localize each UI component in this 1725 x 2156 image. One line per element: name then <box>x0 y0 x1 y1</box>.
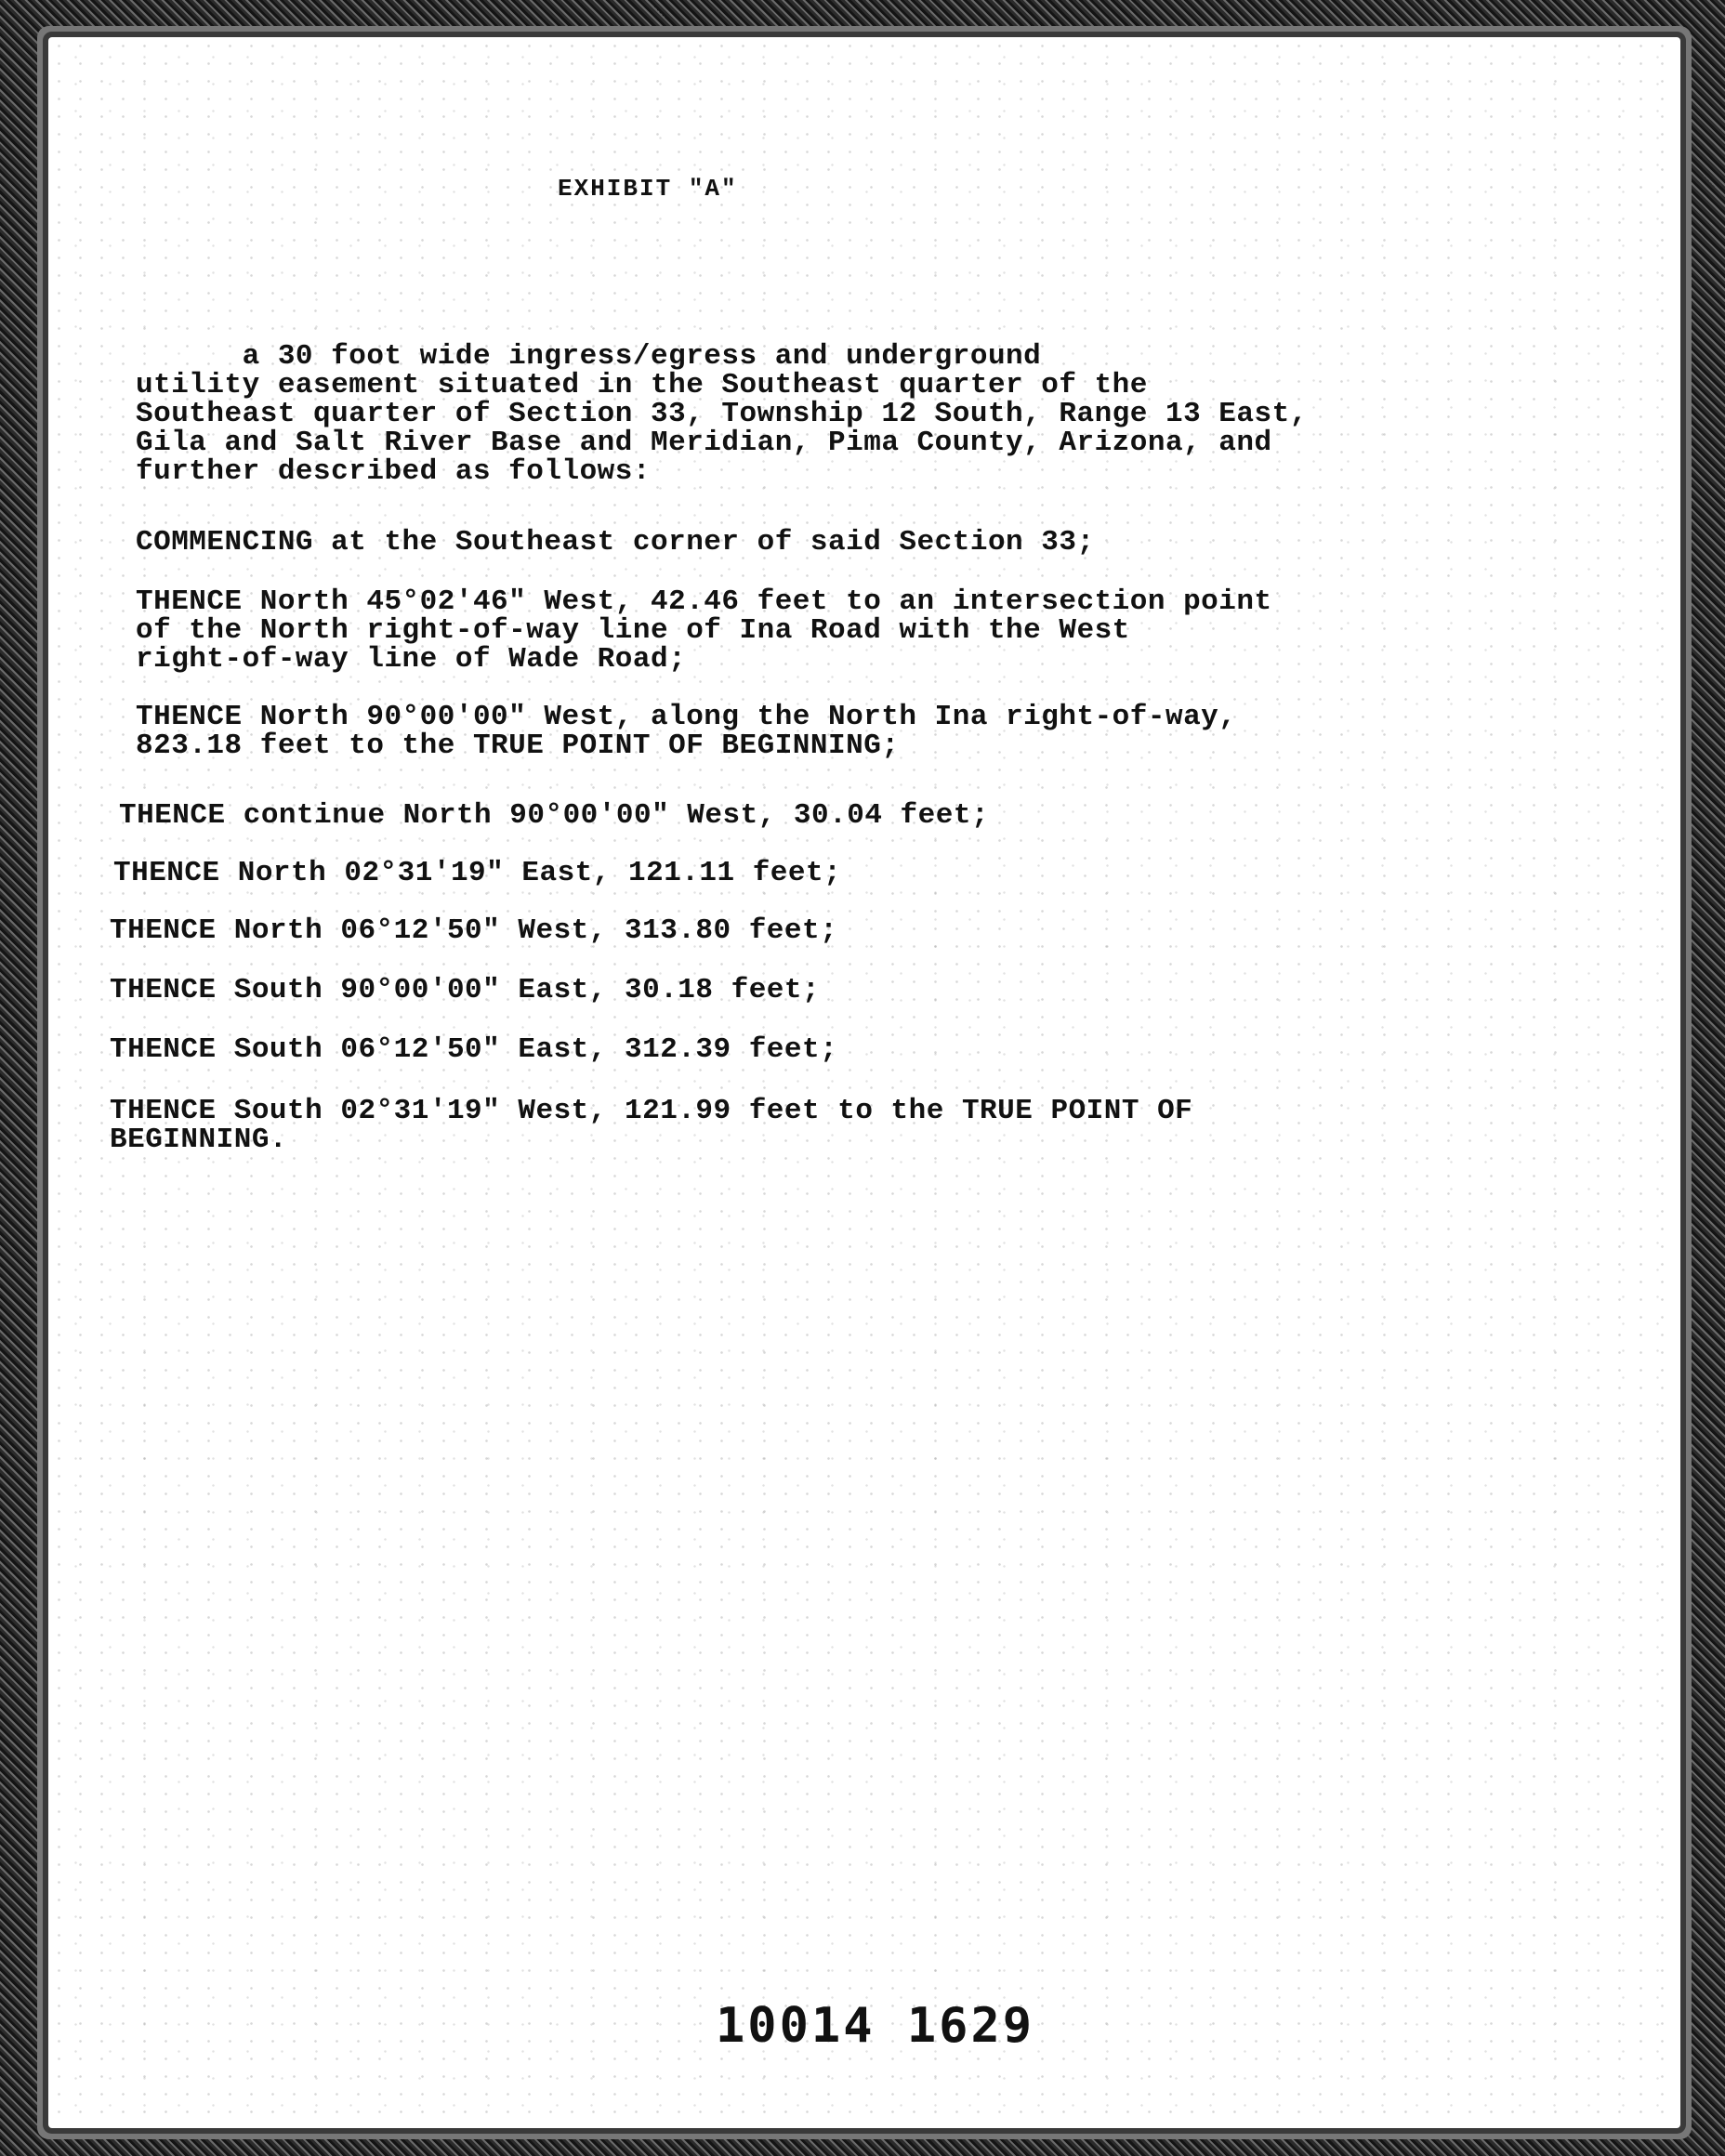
course-paragraph: THENCE North 90°00'00" West, along the North Ina right-of-way, 823.18 feet to the TRUE POINT OF BEGINNING; <box>136 701 1237 762</box>
page-number: 10014 1629 <box>716 1998 1035 2054</box>
course-paragraph: THENCE continue North 90°00'00" West, 30.04 feet; <box>119 799 990 832</box>
course-paragraph: THENCE South 90°00'00" East, 30.18 feet; <box>110 974 821 1006</box>
course-paragraph: THENCE South 02°31'19" West, 121.99 feet to the TRUE POINT OF BEGINNING. <box>110 1095 1193 1156</box>
course-paragraph: THENCE North 06°12'50" West, 313.80 feet; <box>110 914 838 947</box>
course-paragraph: THENCE South 06°12'50" East, 312.39 feet; <box>110 1033 838 1066</box>
course-paragraph: THENCE North 02°31'19" East, 121.11 feet; <box>113 857 842 889</box>
course-paragraph: THENCE North 45°02'46" West, 42.46 feet to an intersection point of the North right-of-way line of Ina Road with the West right-of-way line of Wade Road; <box>136 585 1272 676</box>
punch-hole <box>1666 704 1679 717</box>
document-title: EXHIBIT "A" <box>558 175 738 203</box>
intro-paragraph: a 30 foot wide ingress/egress and underground utility easement situated in the Southeast quarter of the Southeast quarter of Section 33, Township 12 South, Range 13 East, Gila and Salt River Base and Meridian, Pima County, Arizona, and further described as follows: <box>136 340 1308 488</box>
commencing-paragraph: COMMENCING at the Southeast corner of said Section 33; <box>136 526 1095 559</box>
